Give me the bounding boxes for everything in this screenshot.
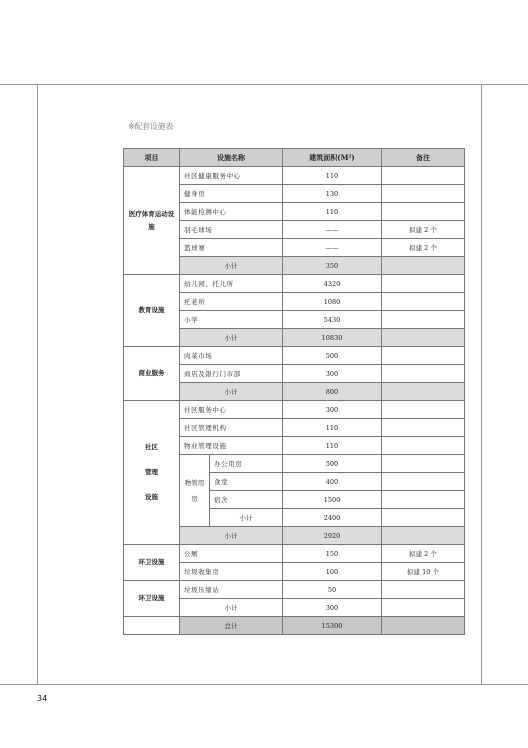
facility-note: 拟建 2 个 — [382, 545, 465, 563]
total-label: 总计 — [180, 617, 283, 635]
facility-area: 150 — [283, 545, 382, 563]
facility-name: 公厕 — [180, 545, 283, 563]
facility-name: 篮球赛 — [180, 239, 283, 257]
right-margin-rule — [481, 84, 482, 685]
category-line: 设施 — [145, 493, 158, 501]
subtotal-note — [382, 383, 465, 401]
table-row — [124, 347, 465, 365]
facility-note — [382, 167, 465, 185]
subtotal-note — [382, 329, 465, 347]
header-area: 建筑面积(M²) — [283, 149, 382, 167]
subtotal-label: 小计 — [180, 527, 283, 545]
header-note: 备注 — [382, 149, 465, 167]
header-project: 项目 — [124, 149, 180, 167]
facility-name: 办公用房 — [210, 455, 283, 473]
facility-name: 食堂 — [210, 473, 283, 491]
subtotal-note — [382, 599, 465, 617]
total-value: 15300 — [283, 617, 382, 635]
facility-area: 500 — [283, 347, 382, 365]
facility-area: 110 — [283, 203, 382, 221]
facility-area: —— — [283, 221, 382, 239]
facility-note — [382, 311, 465, 329]
table-caption: ※配套设施表 — [128, 122, 173, 131]
facility-area: —— — [283, 239, 382, 257]
footer-rule — [0, 684, 528, 685]
facility-name: 体能检测中心 — [180, 203, 283, 221]
facility-name: 宿舍 — [210, 491, 283, 509]
facility-area: 100 — [283, 563, 382, 581]
subtotal-label: 小计 — [180, 599, 283, 617]
table-row — [124, 401, 465, 419]
facility-note — [382, 275, 465, 293]
subtotal-label: 小计 — [180, 329, 283, 347]
facility-note — [382, 185, 465, 203]
table-header-row — [124, 149, 465, 167]
facility-name: 托老所 — [180, 293, 283, 311]
subtotal-value: 2920 — [283, 527, 382, 545]
facility-name: 社区服务中心 — [180, 401, 283, 419]
table-row — [124, 581, 465, 599]
page-number: 34 — [37, 694, 48, 703]
facility-name: 社区健康服务中心 — [180, 167, 283, 185]
facility-note: 拟建 2 个 — [382, 239, 465, 257]
header-rule — [0, 84, 528, 85]
facility-area: 400 — [283, 473, 382, 491]
facility-area: 50 — [283, 581, 382, 599]
facility-note — [382, 401, 465, 419]
facility-area: 1500 — [283, 491, 382, 509]
group-subtotal-note — [382, 509, 465, 527]
category-medical-sports: 医疗体育运动设施 — [124, 167, 180, 275]
subtotal-label: 小计 — [180, 383, 283, 401]
category-community-management — [124, 401, 180, 545]
category-sanitation: 环卫设施 — [124, 581, 180, 617]
facility-name: 小学 — [180, 311, 283, 329]
category-line: 社区 — [145, 443, 158, 451]
group-property-housing: 物管用房 — [180, 455, 210, 527]
facility-name: 肉菜市场 — [180, 347, 283, 365]
subtotal-note — [382, 257, 465, 275]
group-subtotal-value: 2400 — [283, 509, 382, 527]
left-margin-rule — [37, 84, 38, 685]
facility-area: 110 — [283, 167, 382, 185]
total-note — [382, 617, 465, 635]
total-empty-cell — [124, 617, 180, 635]
table-row — [124, 167, 465, 185]
subtotal-value: 10830 — [283, 329, 382, 347]
facility-name: 社区管理机构 — [180, 419, 283, 437]
subtotal-note — [382, 527, 465, 545]
facility-note — [382, 581, 465, 599]
facility-area: 110 — [283, 437, 382, 455]
facility-area: 500 — [283, 455, 382, 473]
category-education: 教育设施 — [124, 275, 180, 347]
facility-name: 幼儿园、托儿所 — [180, 275, 283, 293]
facility-note — [382, 347, 465, 365]
total-row — [124, 617, 465, 635]
subtotal-value: 300 — [283, 599, 382, 617]
category-line: 管理 — [145, 468, 158, 476]
facility-name: 健身房 — [180, 185, 283, 203]
table-row — [124, 275, 465, 293]
facility-area: 300 — [283, 401, 382, 419]
facility-note — [382, 491, 465, 509]
subtotal-label: 小计 — [180, 257, 283, 275]
facility-note — [382, 455, 465, 473]
facility-note: 拟建 10 个 — [382, 563, 465, 581]
table-row — [124, 545, 465, 563]
facility-area: 110 — [283, 419, 382, 437]
facility-note — [382, 437, 465, 455]
subtotal-value: 800 — [283, 383, 382, 401]
facility-name: 垃圾收集房 — [180, 563, 283, 581]
facility-name: 羽毛球场 — [180, 221, 283, 239]
facility-area: 5430 — [283, 311, 382, 329]
category-commerce: 商业服务 — [124, 347, 180, 401]
facility-name: 物业管理设施 — [180, 437, 283, 455]
group-subtotal-label: 小计 — [210, 509, 283, 527]
facility-note — [382, 203, 465, 221]
facility-area: 300 — [283, 365, 382, 383]
facilities-table — [123, 148, 465, 635]
facility-note: 拟建 2 个 — [382, 221, 465, 239]
facility-area: 4320 — [283, 275, 382, 293]
facility-name: 垃圾压缩站 — [180, 581, 283, 599]
facility-note — [382, 293, 465, 311]
facility-name: 商店及银行门市部 — [180, 365, 283, 383]
facility-note — [382, 473, 465, 491]
facility-area: 1080 — [283, 293, 382, 311]
facility-note — [382, 419, 465, 437]
facility-note — [382, 365, 465, 383]
header-facility-name: 设施名称 — [180, 149, 283, 167]
subtotal-value: 350 — [283, 257, 382, 275]
category-sanitation: 环卫设施 — [124, 545, 180, 581]
facility-area: 130 — [283, 185, 382, 203]
